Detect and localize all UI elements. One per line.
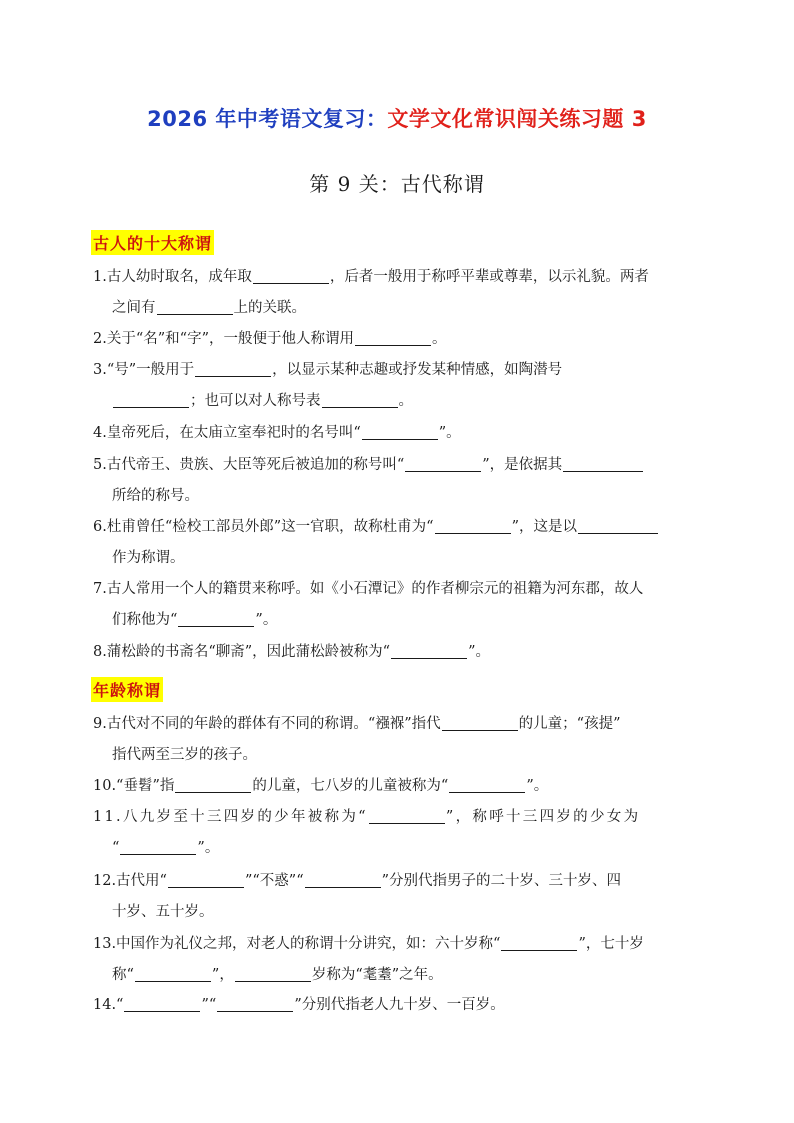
answer-blank[interactable]	[120, 840, 196, 855]
answer-blank[interactable]	[168, 873, 244, 888]
answer-blank[interactable]	[175, 778, 251, 793]
question-text: 。	[432, 331, 447, 347]
question-text: ”，是依据其	[482, 457, 563, 473]
question-text: ”，称呼十三四岁的少女为	[445, 809, 641, 825]
page-subtitle: 第 9 关：古代称谓	[309, 172, 485, 196]
answer-blank[interactable]	[235, 967, 311, 982]
question-text: 10.“垂髫”指	[93, 778, 175, 794]
question-text: 4.皇帝死后，在太庙立室奉祀时的名号叫“	[93, 425, 361, 441]
answer-blank[interactable]	[391, 644, 467, 659]
question-text: 5.古代帝王、贵族、大臣等死后被追加的称号叫“	[93, 457, 405, 473]
question-text: ”，	[211, 967, 234, 983]
answer-blank[interactable]	[305, 873, 381, 888]
page-title	[0, 103, 794, 133]
title-part-red: 文学文化常识闯关练习题 3	[387, 107, 647, 131]
question-text: 1.古人幼时取名，成年取	[93, 269, 252, 285]
question-text: ”。	[255, 612, 278, 628]
question-text: 13.中国作为礼仪之邦，对老人的称谓十分讲究，如：六十岁称“	[93, 936, 501, 952]
question-10	[93, 771, 713, 802]
answer-blank[interactable]	[157, 300, 233, 315]
answer-blank[interactable]	[435, 519, 511, 534]
answer-blank[interactable]	[322, 393, 398, 408]
question-text: 12.古代用“	[93, 873, 167, 889]
answer-blank[interactable]	[442, 716, 518, 731]
answer-blank[interactable]	[217, 997, 293, 1012]
question-text: 的儿童，七八岁的儿童被称为“	[252, 778, 449, 794]
question-text: 上的关联。	[233, 300, 306, 316]
question-12	[93, 866, 713, 928]
question-text: 十岁、五十岁。	[112, 904, 214, 920]
question-4	[93, 418, 713, 449]
question-text: ，以显示某种志趣或抒发某种情感，如陶潜号	[272, 362, 563, 378]
answer-blank[interactable]	[405, 457, 481, 472]
question-text: 的儿童；“孩提”	[518, 716, 621, 732]
answer-blank[interactable]	[362, 425, 438, 440]
question-text: ”。	[197, 840, 220, 856]
question-text: 们称他为“	[112, 612, 178, 628]
question-text: ”，七十岁	[578, 936, 644, 952]
question-text: 作为称谓。	[112, 550, 185, 566]
question-text: 8.蒲松龄的书斋名“聊斋”，因此蒲松龄被称为“	[93, 644, 391, 660]
answer-blank[interactable]	[578, 519, 658, 534]
answer-blank[interactable]	[195, 362, 271, 377]
question-5	[93, 450, 713, 512]
question-text: ”。	[526, 778, 549, 794]
question-9	[93, 709, 713, 771]
question-text: 2.关于“名”和“字”，一般便于他人称谓用	[93, 331, 354, 347]
question-11	[93, 802, 713, 864]
question-text: 7.古人常用一个人的籍贯来称呼。如《小石潭记》的作者柳宗元的祖籍为河东郡，故人	[93, 581, 644, 597]
question-text: 14.“	[93, 997, 124, 1013]
question-2	[93, 324, 713, 355]
question-text: 11.八九岁至十三四岁的少年被称为“	[93, 809, 368, 825]
question-13	[93, 929, 713, 991]
question-text: ，后者一般用于称呼平辈或尊辈，以示礼貌。两者	[329, 269, 649, 285]
question-text: ”。	[438, 425, 461, 441]
question-text: 6.杜甫曾任“检校工部员外郎”这一官职，故称杜甫为“	[93, 519, 434, 535]
question-text: “	[112, 840, 120, 856]
question-text: ”。	[468, 644, 490, 660]
question-text: 所给的称号。	[112, 488, 199, 504]
section-heading-age-titles: 年龄称谓	[91, 677, 163, 702]
question-text: ”分别代指老人九十岁、一百岁。	[294, 997, 505, 1013]
answer-blank[interactable]	[113, 393, 189, 408]
section-heading-ten-titles: 古人的十大称谓	[91, 230, 214, 255]
answer-blank[interactable]	[369, 809, 445, 824]
answer-blank[interactable]	[124, 997, 200, 1012]
question-text: ”，这是以	[511, 519, 577, 535]
question-text: ”“不惑”“	[244, 873, 304, 889]
question-text: ”“	[201, 997, 217, 1013]
question-text: 3.“号”一般用于	[93, 362, 195, 378]
question-text: 岁称为“耄耋”之年。	[311, 967, 443, 983]
answer-blank[interactable]	[449, 778, 525, 793]
question-14	[93, 990, 713, 1021]
title-part-blue: 2026 年中考语文复习：	[147, 107, 388, 131]
question-text: ；也可以对人称号表	[190, 393, 321, 409]
answer-blank[interactable]	[135, 967, 211, 982]
question-text: 称“	[112, 967, 134, 983]
question-text: 9.古代对不同的年龄的群体有不同的称谓。“襁褓”指代	[93, 716, 441, 732]
answer-blank[interactable]	[501, 936, 577, 951]
answer-blank[interactable]	[355, 331, 431, 346]
question-text: ”分别代指男子的二十岁、三十岁、四	[381, 873, 622, 889]
question-7	[93, 574, 713, 636]
answer-blank[interactable]	[253, 269, 329, 284]
question-1	[93, 262, 713, 324]
answer-blank[interactable]	[178, 612, 254, 627]
question-3	[93, 355, 713, 417]
question-8	[93, 637, 713, 668]
question-text: 指代两至三岁的孩子。	[112, 747, 257, 763]
question-6	[93, 512, 713, 574]
answer-blank[interactable]	[563, 457, 643, 472]
question-text: 。	[398, 393, 413, 409]
question-text: 之间有	[112, 300, 156, 316]
